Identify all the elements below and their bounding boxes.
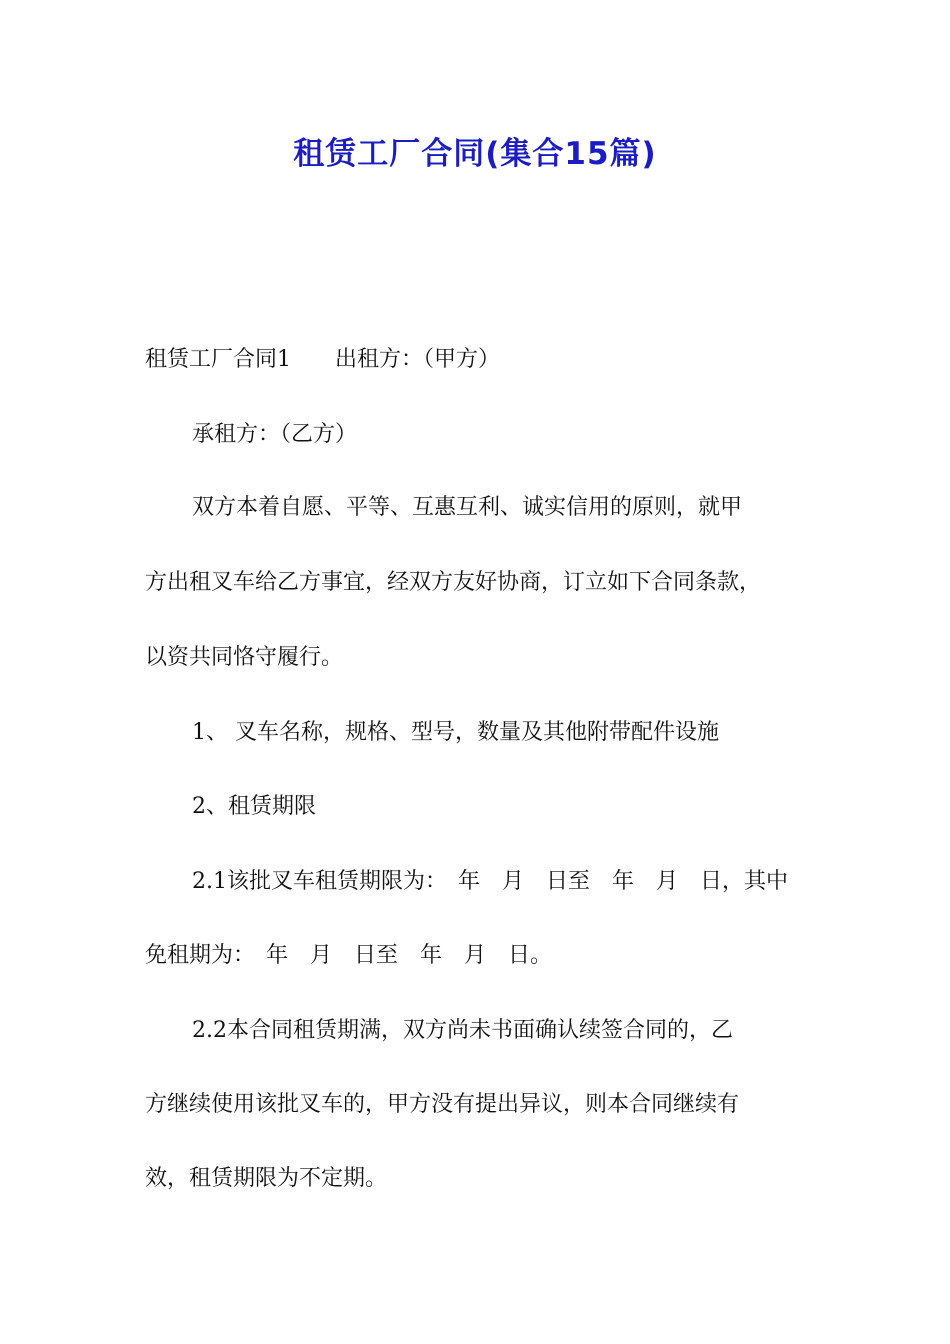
paragraph-line: 方出租叉车给乙方事宜，经双方友好协商，订立如下合同条款， xyxy=(145,570,762,595)
clause-2-heading: 2、租赁期限 xyxy=(192,794,316,819)
paragraph-line: 双方本着自愿、平等、互惠互利、诚实信用的原则，就甲 xyxy=(192,495,743,520)
clause-2-1-line: 2.1该批叉车租赁期限为： 年 月 日至 年 月 日，其中 xyxy=(192,869,788,894)
clause-2-2-line: 方继续使用该批叉车的，甲方没有提出异议，则本合同继续有 xyxy=(145,1092,740,1117)
paragraph-line: 以资共同恪守履行。 xyxy=(145,645,344,670)
contract-heading-line: 租赁工厂合同1 出租方：（甲方） xyxy=(145,347,500,372)
document-title: 租赁工厂合同(集合15篇) xyxy=(293,136,657,172)
clause-2-2-line: 效，租赁期限为不定期。 xyxy=(145,1166,388,1191)
clause-2-1-line: 免租期为： 年 月 日至 年 月 日。 xyxy=(145,943,553,968)
clause-2-2-line: 2.2本合同租赁期满，双方尚未书面确认续签合同的，乙 xyxy=(192,1018,733,1043)
clause-1-line: 1、 叉车名称，规格、型号，数量及其他附带配件设施 xyxy=(192,720,719,745)
lessee-line: 承租方：（乙方） xyxy=(192,422,358,447)
